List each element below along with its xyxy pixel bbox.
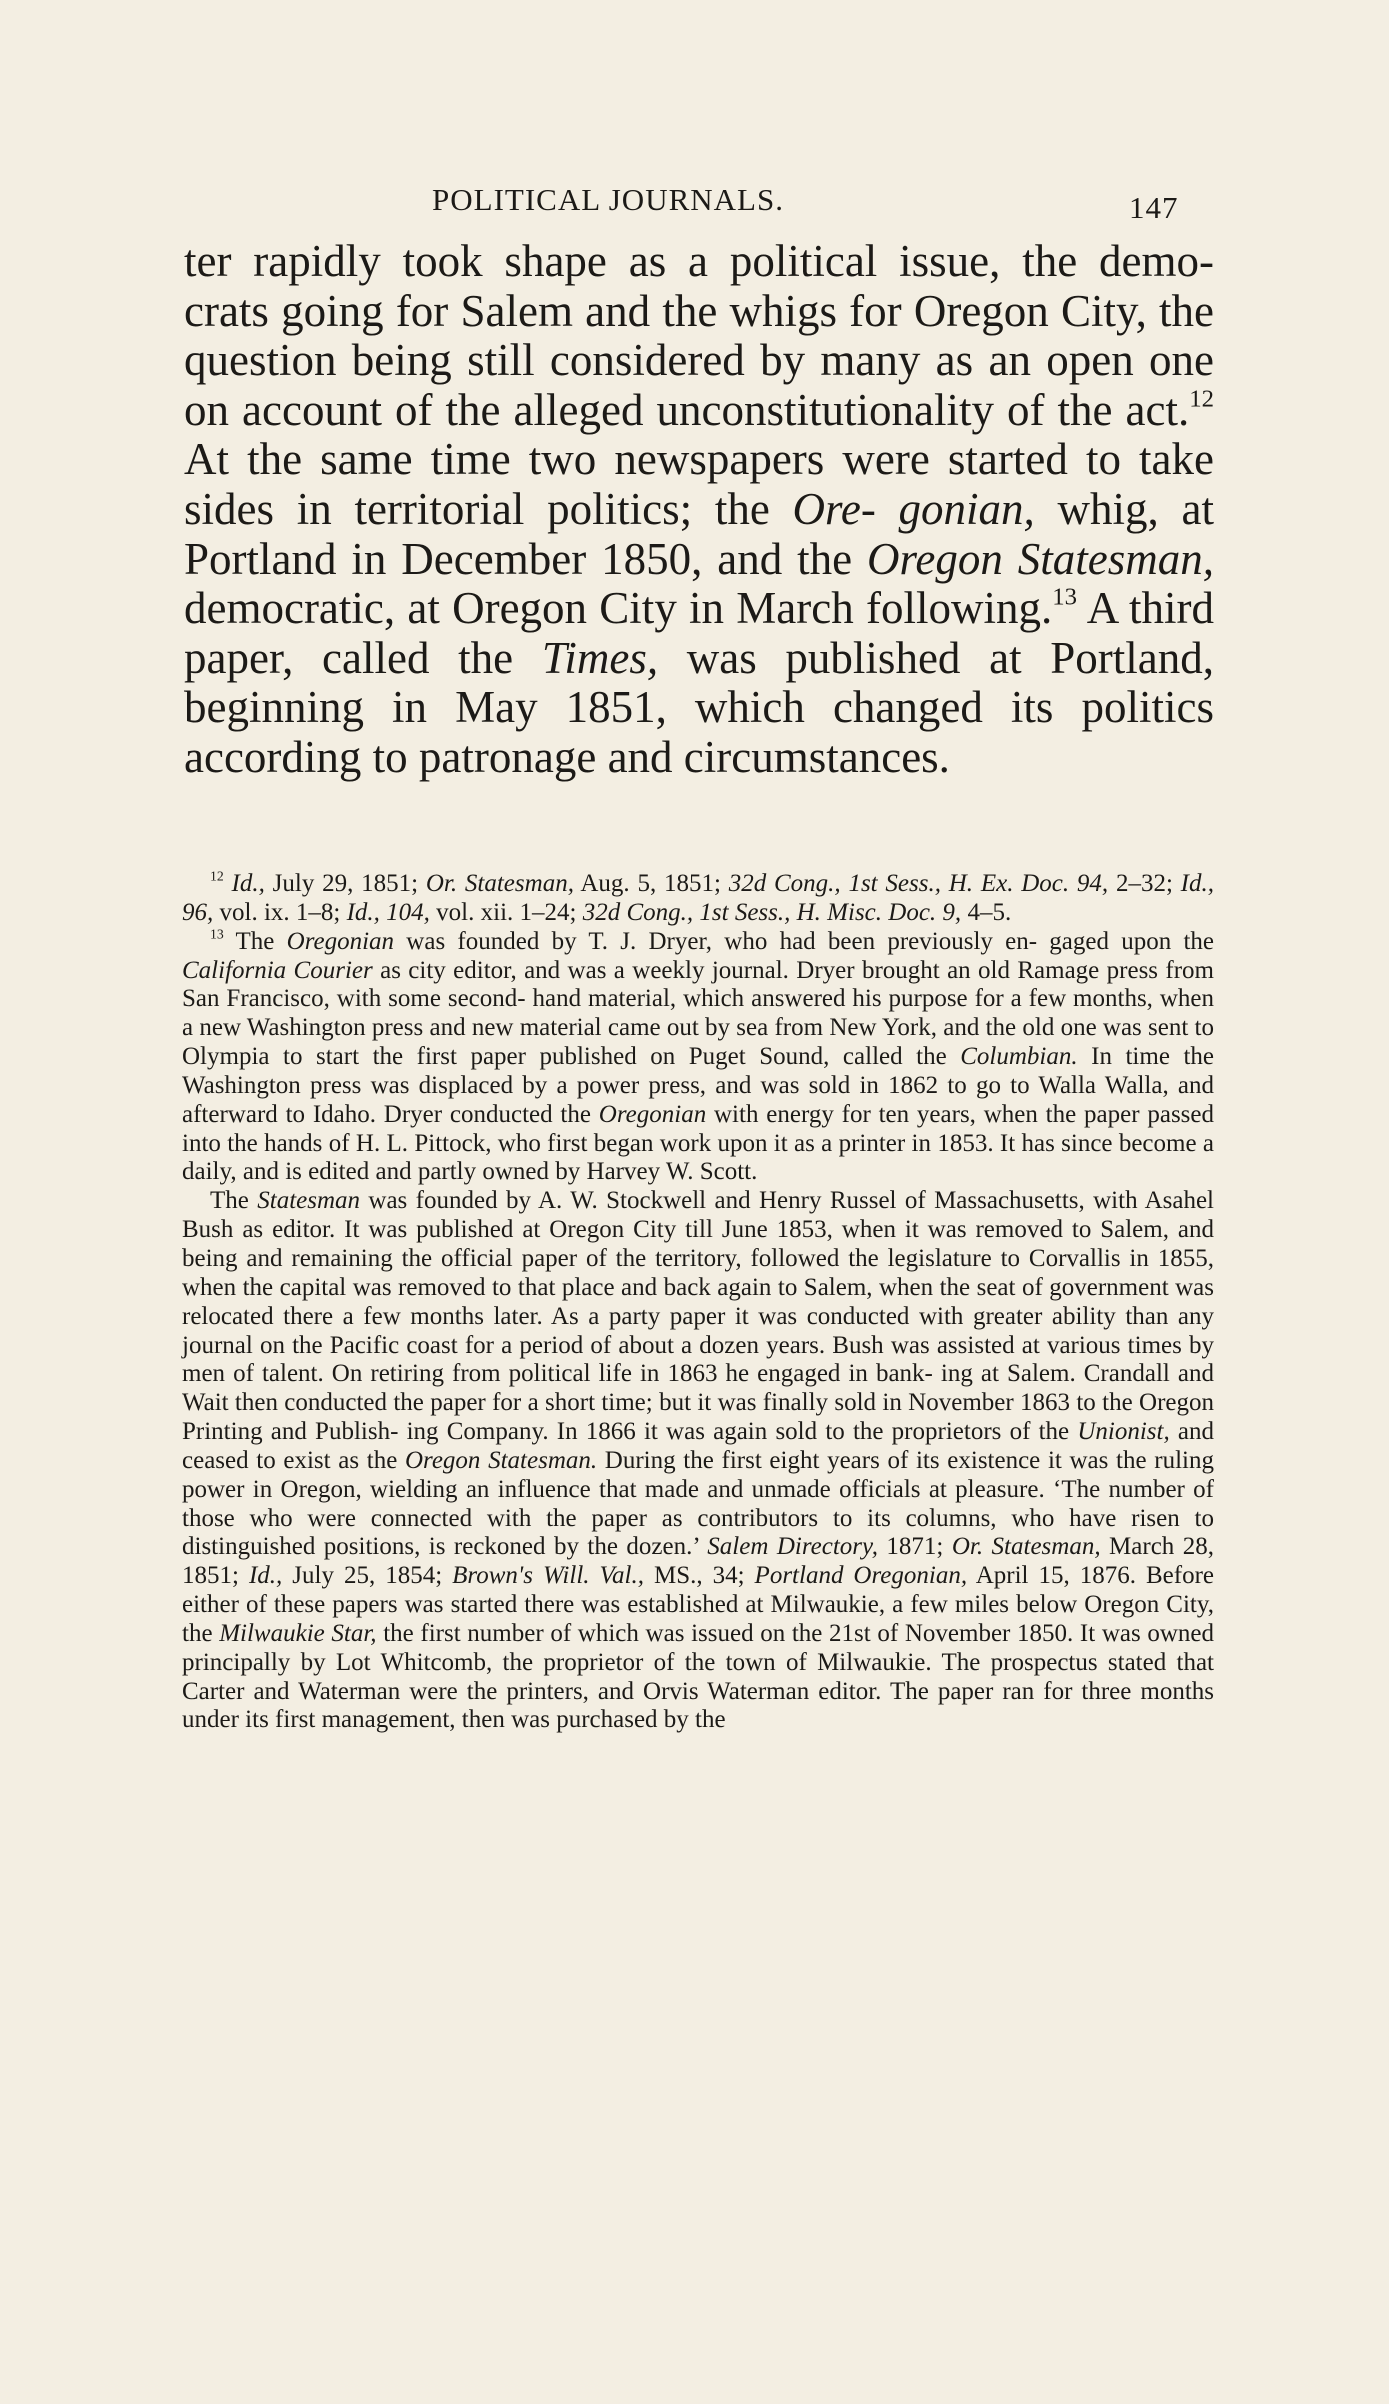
italic-text: Salem Directory, [707,1533,878,1561]
text-run: At the same time two newspapers were started to take sides in territorial politics; the [184,434,1214,534]
italic-text: Id., [231,870,265,897]
footnote-12 [182,870,1214,928]
italic-text: Oregon Statesman. [404,1446,598,1474]
text-run: MS., 34; [643,1562,755,1590]
text-run: vol. ix. 1–8; [213,898,347,926]
footnotes [182,870,1214,1735]
text-run: July 29, 1851; [264,870,426,897]
page-number: 147 [1129,190,1179,225]
text-run: 2–32; [1108,870,1181,897]
text-run: whig, at Portland in December 1850, and the [184,483,1214,584]
text-run: was founded by A. W. Stockwell and Henry Russel of Massachusetts, with Asahel Bush as editor. It was published at Oregon City till June 1853, when it was removed to Salem, and being and remaining the official paper of the territory, followed the legislature to Corvallis in 1855, when the capital was removed to that place and back again to Salem, when the seat of government was relocated there a few months later. As a party paper it was conducted with greater ability than any journal on the Pacific coast for a period of about a dozen years. Bush was assisted at various times by men of talent. On retiring from political life in 1863 he engaged in bank- ing at Salem. Crandall and Wait then conducted the paper for a short time; but it was finally sold in November 1863 to the Oregon Printing and Publish- ing Company. In 1866 it was again sold to the proprietors of the [182,1187,1214,1446]
italic-text: 32d Cong., 1st Sess., H. Ex. Doc. 94, [728,870,1109,897]
footnote-ref: 13 [1052,583,1077,611]
text-run: March 28, 1851; [182,1533,1214,1590]
text-run: The [210,1187,258,1215]
italic-text: Statesman [257,1187,361,1215]
text-run: 1871; [877,1533,952,1561]
text-run: Aug. 5, 1851; [573,870,729,897]
italic-text: Id., 104, [346,898,430,926]
text-run: democratic, at Oregon City in March following. [184,583,1053,634]
running-title: POLITICAL JOURNALS. [432,182,784,217]
italic-text: Oregonian [598,1100,707,1128]
italic-text: California Courier [182,956,373,984]
text-run: vol. xii. 1–24; [429,898,583,926]
text-run: The [223,927,287,955]
footnote-ref: 12 [210,868,224,884]
text-run: as city editor, and was a weekly journal. Dryer brought an old Ramage press from San Francisco, with some second- hand material, which answered his purpose for a few months, when a new Washington press and new material came out by sea from New York, and the old one was sent to Olympia to start the first paper published on Puget Sound, called the [182,956,1215,1071]
main-paragraph [184,237,1214,783]
text-run [224,870,232,897]
italic-text: Milwaukie Star, [219,1619,377,1647]
italic-text: Times, [541,632,659,683]
paragraph-text [184,237,1214,783]
text-run: with energy for ten years, when the paper passed into the hands of H. L. Pittock, who first began work upon it as a printer in 1853. It has since become a daily, and is edited and partly owned by Harvey W. Scott. [182,1100,1215,1186]
italic-text: Ore- gonian, [792,483,1035,534]
text-run: April 15, 1876. Before either of these papers was started there was established at Milwaukie, a few miles below Oregon City, the [182,1562,1214,1647]
text-run: 4–5. [961,898,1012,926]
text-run: ter rapidly took shape as a political issue, the demo- crats going for Salem and the whigs for Oregon City, the question being still considered by many as an open one on account of the alleged unconstitutionality of the act. [184,236,1214,435]
footnote-13-continued [182,1187,1214,1735]
text-run: In time the Washington press was displaced by a power press, and was sold in 1862 to go to Walla Walla, and afterward to Idaho. Dryer conducted the [182,1043,1214,1128]
italic-text: 32d Cong., 1st Sess., H. Misc. Doc. 9, [582,898,962,926]
text-run: was founded by T. J. Dryer, who had been previously en- gaged upon the [394,927,1214,955]
text-run: During the first eight years of its existence it was the ruling power in Oregon, wielding an influence that made and unmade officials at pleasure. ‘The number of those who were connected with the paper as contributors to its columns, who have risen to distinguished positions, is reckoned by the dozen.’ [182,1446,1214,1561]
italic-text: Brown's Will. Val., [452,1562,644,1590]
text-run: was published at Portland, beginning in May 1851, which changed its politics according to patronage and circumstances. [184,632,1214,782]
italic-text: Oregonian [286,927,395,955]
italic-text: Or. Statesman, [425,870,574,897]
italic-text: Id., [248,1562,283,1590]
footnote-ref: 12 [1189,385,1214,413]
italic-text: Columbian. [960,1043,1078,1071]
footnote-13 [182,928,1214,1188]
text-run: A third paper, called the [184,583,1214,683]
italic-text: Id., 96, [182,870,1214,926]
footnote-ref: 13 [210,926,224,942]
italic-text: Oregon Statesman, [867,533,1214,584]
italic-text: Unionist, [1077,1418,1170,1446]
text-run: and ceased to exist as the [182,1418,1214,1474]
text-run: July 25, 1854; [282,1562,453,1590]
italic-text: Portland Oregonian, [754,1562,968,1590]
text-run: the first number of which was issued on the 21st of November 1850. It was owned principally by Lot Whitcomb, the proprietor of the town of Milwaukie. The prospectus stated that Carter and Waterman were the printers, and Orvis Waterman editor. The paper ran for three months under its first management, then was purchased by the [182,1619,1215,1734]
italic-text: Or. Statesman, [951,1533,1101,1561]
